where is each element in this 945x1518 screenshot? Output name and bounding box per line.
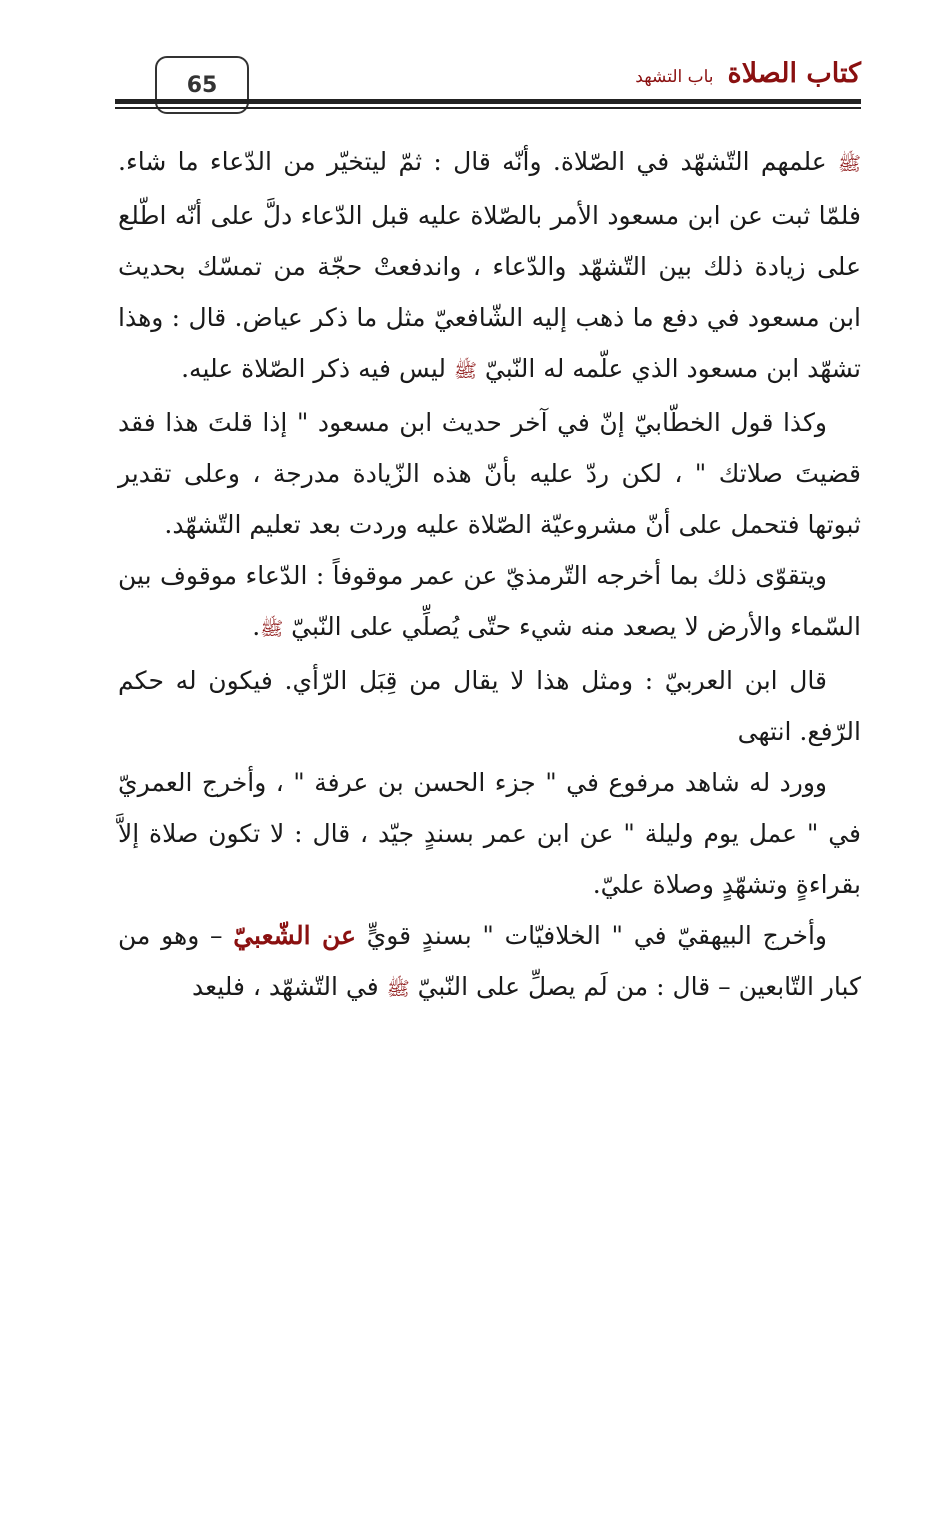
salutation-glyph: ﷺ <box>386 978 410 1000</box>
paragraph-6-text: وأخرج البيهقيّ في " الخلافيّات " بسندٍ قويٍّ <box>366 921 827 950</box>
paragraph-3-text: ويتقوّى ذلك بما أخرجه التّرمذيّ عن عمر موقوفاً : الدّعاء موقوف بين السّماء والأرض لا يصعد منه شيء حتّى يُصلِّي على النّبيّ <box>118 561 861 641</box>
paragraph-1 <box>118 136 861 397</box>
paragraph-2: وكذا قول الخطّابيّ إنّ في آخر حديث ابن مسعود " إذا قلتَ هذا فقد قضيتَ صلاتك " ، لكن ردّ عليه بأنّ هذه الزّيادة مدرجة ، وعلى تقدير ثبوتها فتحمل على أنّ مشروعيّة الصّلاة عليه وردت بعد تعليم التّشهّد. <box>118 408 861 539</box>
running-title <box>635 58 861 89</box>
paragraph-6 <box>118 910 861 1015</box>
paragraph-5: وورد له شاهد مرفوع في " جزء الحسن بن عرفة " ، وأخرج العمريّ في " عمل يوم وليلة " عن ابن عمر بسندٍ جيّد ، قال : لا تكون صلاة إلاَّ بقراءةٍ وتشهّدٍ وصلاة عليّ. <box>118 768 861 899</box>
chapter-title: باب التشهد <box>635 67 714 87</box>
page-number: 65 <box>155 56 249 114</box>
paragraph-4: قال ابن العربيّ : ومثل هذا لا يقال من قِبَل الرّأي. فيكون له حكم الرّفع. انتهى <box>118 666 861 746</box>
salutation-glyph: ﷺ <box>453 360 477 382</box>
highlighted-name: عن الشّعبيّ <box>233 921 356 950</box>
salutation-glyph: ﷺ <box>260 618 284 640</box>
salutation-glyph: ﷺ <box>838 153 861 175</box>
page-header <box>115 50 861 112</box>
paragraph-3: ويتقوّى ذلك بما أخرجه التّرمذيّ عن عمر موقوفاً : الدّعاء موقوف بين السّماء والأرض لا يصعد منه شيء حتّى يُصلِّي على النّبيّ ﷺ. <box>118 561 861 641</box>
paragraph-1-end: ليس فيه ذكر الصّلاة عليه. <box>181 354 446 383</box>
paragraph-6-middle: – وهو من كبار التّابعين – قال : من لَم يصلِّ على النّبيّ <box>118 921 861 1001</box>
paragraph-1-text: علمهم التّشهّد في الصّلاة. وأنّه قال : ثمّ ليتخيّر من الدّعاء ما شاء. فلمّا ثبت عن ابن مسعود الأمر بالصّلاة عليه قبل الدّعاء دلَّ على أنّه اطّلع على زيادة ذلك بين التّشهّد والدّعاء ، واندفعتْ حجّة من تمسّك بحديث ابن مسعود في دفع ما ذهب إليه الشّافعيّ مثل ما ذكر عياض. قال : وهذا تشهّد ابن مسعود الذي علّمه له النّبيّ <box>118 147 861 383</box>
book-title: كتاب الصلاة <box>727 58 861 89</box>
header-rule-thin <box>115 107 861 109</box>
paragraph-6-end: في التّشهّد ، فليعد <box>192 972 379 1001</box>
header-rule-thick <box>115 99 861 104</box>
body-text <box>118 136 861 1015</box>
